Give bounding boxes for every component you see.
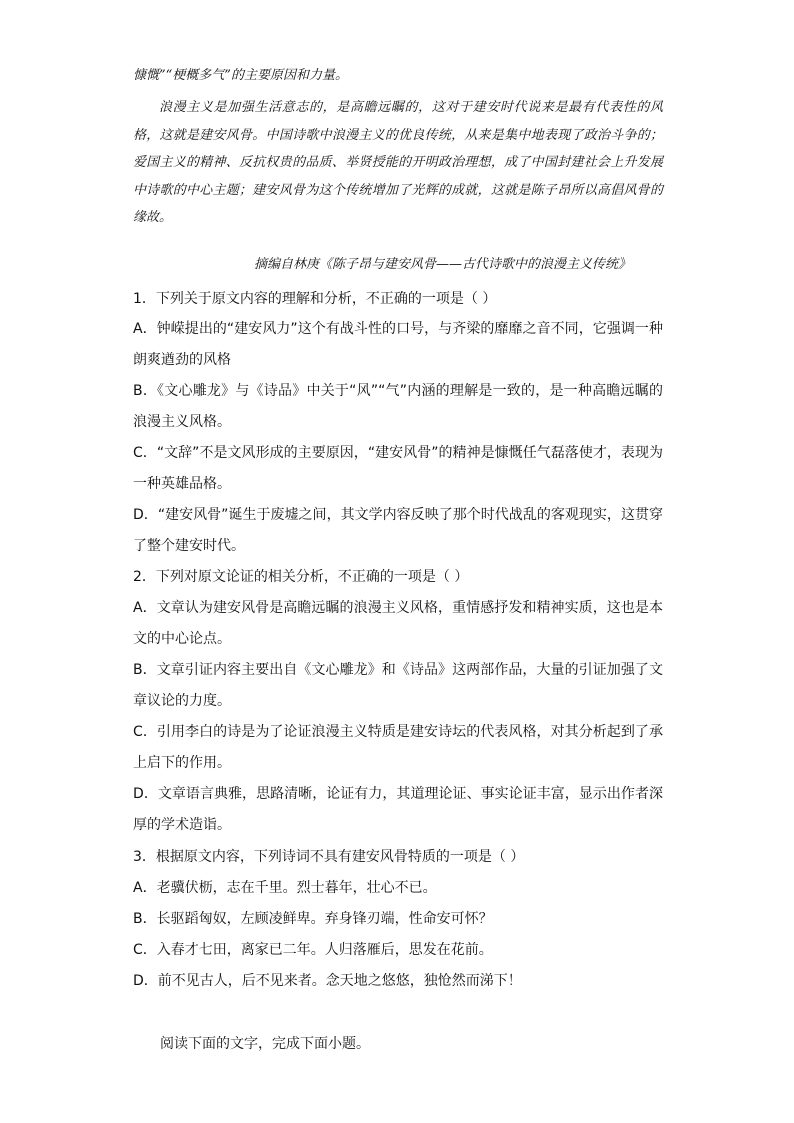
reading-instruction: 阅读下面的文字，完成下面小题。 [160, 1036, 370, 1052]
question-2-option-d[interactable]: D．文章语言典雅，思路清晰，论证有力，其道理论证、事实论证丰富，显示出作者深厚的学术造诣。 [133, 786, 663, 833]
question-2-stem: 2．下列对原文论证的相关分析，不正确的一项是（ ） [133, 569, 469, 585]
question-3-option-b[interactable]: B．长驱蹈匈奴，左顾凌鲜卑。弃身锋刃端，性命安可怀？ [133, 911, 493, 927]
question-3-option-d[interactable]: D．前不见古人，后不见来者。念天地之悠悠，独怆然而涕下！ [133, 973, 522, 989]
passage-paragraph: 浪漫主义是加强生活意志的，是高瞻远瞩的，这对于建安时代说来是最有代表性的风格，这就是建安风骨。中国诗歌中浪漫主义的优良传统，从来是集中地表现了政治斗争的；爱国主义的精神、反抗权贵的品质、举贤授能的开明政治理想，成了中国封建社会上升发展中诗歌的中心主题；建安风骨为这个传统增加了光辉的成就，这就是陈子昂所以高倡风骨的缘故。 [133, 100, 663, 225]
question-3-option-c[interactable]: C．入春才七田，离家已二年。人归落雁后，思发在花前。 [133, 942, 493, 958]
question-2-option-c[interactable]: C．引用李白的诗是为了论证浪漫主义特质是建安诗坛的代表风格，对其分析起到了承上启下的作用。 [133, 724, 663, 771]
question-1-option-c[interactable]: C．“文辞”不是文风形成的主要原因，“建安风骨”的精神是慷慨任气磊落使才，表现为一种英雄品格。 [133, 445, 663, 492]
passage-source: 摘编自林庚《陈子昂与建安风骨——古代诗歌中的浪漫主义传统》 [254, 257, 632, 272]
question-3-option-a[interactable]: A．老骥伏枥，志在千里。烈士暮年，壮心不已。 [133, 880, 437, 896]
question-1-option-d[interactable]: D．“建安风骨”诞生于废墟之间，其文学内容反映了那个时代战乱的客观现实，这贯穿了整个建安时代。 [133, 507, 663, 554]
question-1-option-b[interactable]: B．《文心雕龙》与《诗品》中关于“风”“气”内涵的理解是一致的，是一种高瞻远瞩的浪漫主义风格。 [133, 383, 663, 430]
passage-line-continuation: 慷慨”“梗概多气”的主要原因和力量。 [133, 68, 348, 83]
question-3-stem: 3．根据原文内容，下列诗词不具有建安风骨特质的一项是（ ） [133, 849, 525, 865]
question-2-option-b[interactable]: B．文章引证内容主要出自《文心雕龙》和《诗品》这两部作品，大量的引证加强了文章议论的力度。 [133, 662, 663, 709]
question-1-option-a[interactable]: A．钟嵘提出的“建安风力”这个有战斗性的口号，与齐梁的靡靡之音不同，它强调一种朗爽遒劲的风格 [133, 321, 663, 368]
question-2-option-a[interactable]: A．文章认为建安风骨是高瞻远瞩的浪漫主义风格，重情感抒发和精神实质，这也是本文的中心论点。 [133, 600, 663, 647]
question-1-stem: 1．下列关于原文内容的理解和分析，不正确的一项是（ ） [133, 291, 497, 307]
